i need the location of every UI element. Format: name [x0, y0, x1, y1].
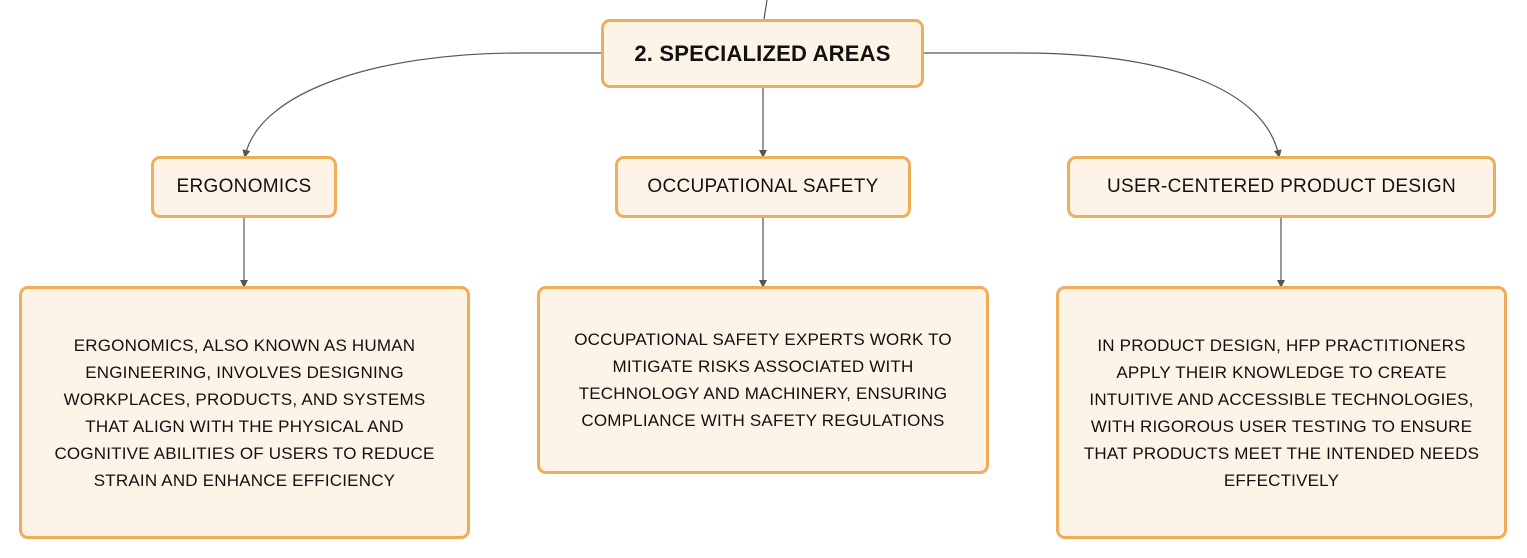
- topic-node-ergonomics[interactable]: [151, 156, 337, 218]
- connector-root-product-design: [924, 53, 1279, 156]
- detail-text: ERGONOMICS, ALSO KNOWN AS HUMAN ENGINEERING, INVOLVES DESIGNING WORKPLACES, PRODUCTS, AND SYSTEMS THAT ALIGN WITH THE PHYSICAL AND COGNITIVE ABILITIES OF USERS TO REDUCE STRAIN AND ENHANCE EFFICIENCY: [54, 335, 435, 490]
- detail-node-ergonomics[interactable]: [19, 286, 470, 539]
- detail-node-product-design[interactable]: [1056, 286, 1507, 539]
- topic-label: USER-CENTERED PRODUCT DESIGN: [1106, 176, 1457, 197]
- root-node[interactable]: [601, 19, 924, 88]
- topic-label: ERGONOMICS: [176, 176, 312, 197]
- root-label: 2. SPECIALIZED AREAS: [634, 40, 891, 66]
- detail-text: OCCUPATIONAL SAFETY EXPERTS WORK TO MITIGATE RISKS ASSOCIATED WITH TECHNOLOGY AND MACHINERY, ENSURING COMPLIANCE WITH SAFETY REGULATIONS: [574, 330, 952, 430]
- topic-node-product-design[interactable]: [1067, 156, 1496, 218]
- detail-node-occupational-safety[interactable]: [537, 286, 989, 474]
- connector-root-ergonomics: [245, 53, 601, 156]
- topic-node-occupational-safety[interactable]: [615, 156, 911, 218]
- topic-label: OCCUPATIONAL SAFETY: [647, 176, 879, 197]
- detail-text: IN PRODUCT DESIGN, HFP PRACTITIONERS APPLY THEIR KNOWLEDGE TO CREATE INTUITIVE AND ACCESSIBLE TECHNOLOGIES, WITH RIGOROUS USER TESTING TO ENSURE THAT PRODUCTS MEET THE INTENDED NEEDS EFFECTIVELY: [1083, 335, 1480, 490]
- incoming-connector: [764, 0, 767, 19]
